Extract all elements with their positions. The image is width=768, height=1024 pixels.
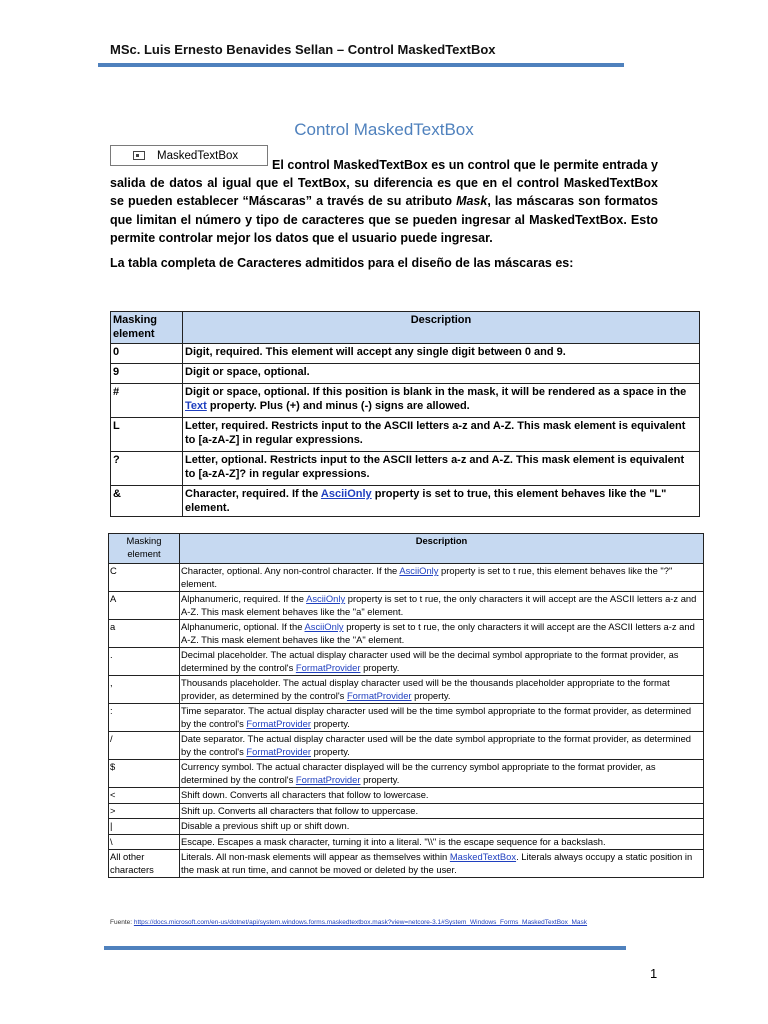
masking-element-cell: 9	[111, 364, 183, 384]
description-cell	[180, 704, 704, 732]
description-text: property is set to true, this element behaves like the "L" element.	[185, 488, 667, 514]
table-row	[109, 648, 704, 676]
property-link[interactable]: FormatProvider	[246, 717, 311, 729]
description-cell	[180, 592, 704, 620]
table-row	[109, 850, 704, 878]
description-cell	[180, 648, 704, 676]
intro-paragraph	[110, 156, 658, 247]
table-row	[111, 384, 700, 418]
table-row	[109, 620, 704, 648]
masking-element-cell: |	[109, 819, 180, 835]
description-cell	[180, 620, 704, 648]
description-text: Letter, optional. Restricts input to the ASCII letters a-z and A-Z. This mask element is equivalent to [a-zA-Z]? in regular expressions.	[185, 454, 685, 480]
property-link[interactable]: FormatProvider	[295, 773, 361, 785]
property-link[interactable]: AsciiOnly	[399, 565, 439, 576]
table2-header-element: Masking element	[109, 534, 180, 564]
source-citation	[110, 919, 587, 926]
masking-element-cell: .	[109, 648, 180, 676]
header-rule	[98, 63, 624, 67]
description-text: Disable a previous shift up or shift down.	[181, 820, 350, 831]
table-row	[111, 418, 700, 452]
description-cell	[180, 788, 704, 804]
description-cell	[183, 344, 700, 364]
masking-element-cell: &	[111, 486, 183, 517]
table-row	[109, 760, 704, 788]
masking-element-cell: All other characters	[109, 850, 180, 878]
description-text: Currency symbol. The actual character displayed will be the currency symbol appropriate to the format provider, as determined by the control's	[181, 761, 656, 785]
description-text: Shift down. Converts all characters that follow to lowercase.	[181, 789, 429, 800]
intro-mask-term: Mask	[456, 194, 488, 209]
description-text: Escape. Escapes a mask character, turning it into a literal. "\\" is the escape sequence for a backslash.	[181, 835, 606, 847]
description-text: . Literals always occupy a static position in the mask at run time, and cannot be moved or deleted by the user.	[181, 851, 693, 875]
page-number: 1	[650, 966, 658, 981]
masking-element-cell: C	[109, 564, 180, 592]
description-text: Alphanumeric, optional. If the	[181, 621, 305, 632]
description-cell	[183, 418, 700, 452]
masking-element-cell: 0	[111, 344, 183, 364]
table1-header-description: Description	[183, 312, 700, 344]
description-text: Digit or space, optional. If this position is blank in the mask, it will be rendered as a space in the	[185, 386, 687, 398]
description-text: Time separator. The actual display character used will be the time symbol appropriate to the format provider, as determined by the control's	[181, 705, 692, 729]
running-header: MSc. Luis Ernesto Benavides Sellan – Control MaskedTextBox	[110, 42, 496, 57]
mask-table-1	[110, 311, 700, 517]
table-row	[109, 704, 704, 732]
table-row	[111, 344, 700, 364]
property-link[interactable]: FormatProvider	[295, 661, 361, 673]
masking-element-cell: >	[109, 803, 180, 819]
table-row	[111, 364, 700, 384]
table-row	[109, 834, 704, 850]
masking-element-cell: #	[111, 384, 183, 418]
property-link[interactable]: Text	[185, 400, 207, 412]
masking-element-cell: A	[109, 592, 180, 620]
table1-header-element: Masking element	[111, 312, 183, 344]
description-text: property.	[360, 773, 400, 785]
table-row	[111, 452, 700, 486]
source-label: Fuente:	[110, 919, 134, 926]
description-text: property.	[310, 717, 350, 729]
description-text: Alphanumeric, required. If the	[181, 593, 307, 604]
source-link[interactable]: https://docs.microsoft.com/en-us/dotnet/api/system.windows.forms.maskedtextbox.mask?view=netcore-3.1#System_Windows_Forms_MaskedTextBox_Mask	[133, 919, 588, 926]
description-text: Digit, required. This element will accept any single digit between 0 and 9.	[185, 346, 566, 358]
description-cell	[183, 384, 700, 418]
table-row	[109, 676, 704, 704]
description-text: Literals. All non-mask elements will appear as themselves within	[181, 851, 450, 862]
masking-element-cell: a	[109, 620, 180, 648]
description-cell	[180, 834, 704, 850]
table-row	[109, 564, 704, 592]
description-cell	[180, 819, 704, 835]
description-text: property.	[360, 661, 400, 673]
description-cell	[180, 564, 704, 592]
property-link[interactable]: FormatProvider	[246, 745, 311, 757]
mask-table-2	[108, 533, 704, 878]
description-text: property.	[310, 745, 350, 757]
description-text: Digit or space, optional.	[185, 366, 310, 378]
maskedtextbox-label: MaskedTextBox	[157, 149, 239, 162]
description-cell	[183, 486, 700, 517]
description-text: Decimal placeholder. The actual display character used will be the decimal symbol appropriate to the format provider, as determined by the control's	[181, 649, 679, 673]
masking-element-cell: ,	[109, 676, 180, 704]
masking-element-cell: :	[109, 704, 180, 732]
description-cell	[180, 732, 704, 760]
footer-rule	[104, 946, 626, 950]
description-cell	[180, 850, 704, 878]
table2-header-description: Description	[180, 534, 704, 564]
property-link[interactable]: FormatProvider	[346, 689, 412, 701]
description-cell	[180, 760, 704, 788]
property-link[interactable]: AsciiOnly	[304, 621, 344, 632]
description-text: Thousands placeholder. The actual display character used will be the thousands placeholder appropriate to the format provider, as determined by the control's	[181, 677, 670, 701]
table-row	[109, 819, 704, 835]
property-link[interactable]: AsciiOnly	[320, 488, 372, 500]
masking-element-cell: L	[111, 418, 183, 452]
description-text: property is set to t rue, this element behaves like the "?" element.	[181, 565, 673, 589]
table-lead-text: La tabla completa de Caracteres admitidos para el diseño de las máscaras es:	[110, 256, 574, 270]
property-link[interactable]: AsciiOnly	[306, 593, 346, 604]
table-row	[109, 788, 704, 804]
masking-element-cell: $	[109, 760, 180, 788]
description-cell	[180, 803, 704, 819]
masking-element-cell: <	[109, 788, 180, 804]
description-text: Date separator. The actual display character used will be the date symbol appropriate to the format provider, as determined by the control's	[181, 733, 692, 757]
masking-element-cell: \	[109, 834, 180, 850]
description-cell	[180, 676, 704, 704]
intro-text-2: , las máscaras son formatos que limitan el número y tipo de caracteres que se pueden ingresar al MaskedTextBox. Esto permite controlar mejor los datos que el usuario puede ingresar.	[110, 194, 658, 245]
masking-element-cell: ?	[111, 452, 183, 486]
intro-text-1: El control MaskedTextBox es un control que le permite entrada y salida de datos al igual que el TextBox, su diferencia es que en el control MaskedTextBox se pueden establecer “Máscaras” a través de su atributo	[110, 158, 658, 209]
description-text: Character, required. If the	[185, 488, 321, 500]
description-text: property.	[411, 689, 451, 701]
description-text: Shift up. Converts all characters that follow to uppercase.	[181, 804, 419, 816]
description-cell	[183, 452, 700, 486]
description-text: Character, optional. Any non-control character. If the	[181, 565, 400, 576]
description-text: property is set to t rue, the only characters it will accept are the ASCII letters a-z and A-Z. This mask element behaves like the "A" element.	[181, 621, 695, 645]
description-text: property. Plus (+) and minus (-) signs are allowed.	[206, 400, 470, 412]
document-title: Control MaskedTextBox	[294, 120, 474, 139]
property-link[interactable]: MaskedTextBox	[449, 851, 517, 862]
description-text: Letter, required. Restricts input to the ASCII letters a-z and A-Z. This mask element is equivalent to [a-zA-Z] in regular expressions.	[185, 420, 686, 446]
table-row	[109, 732, 704, 760]
table-row	[111, 486, 700, 517]
masking-element-cell: /	[109, 732, 180, 760]
description-cell	[183, 364, 700, 384]
description-text: property is set to t rue, the only characters it will accept are the ASCII letters a-z and A-Z. This mask element behaves like the "a" element.	[181, 593, 697, 617]
table-row	[109, 803, 704, 819]
table-row	[109, 592, 704, 620]
